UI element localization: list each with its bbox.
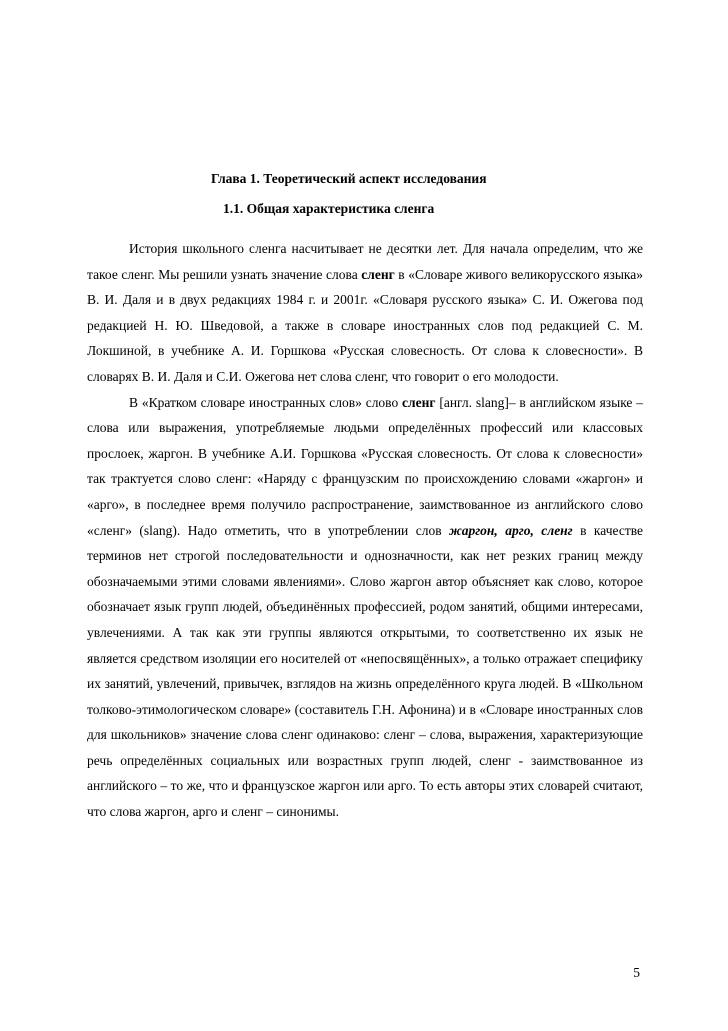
- page-number: 5: [633, 965, 640, 980]
- paragraph-1: [87, 236, 643, 390]
- paragraph-1-text-b: в «Словаре живого великорусского языка» В. И. Даля и в двух редакциях 1984 г. и 2001г. «Словаря русского языка» С. И. Ожегова под редакцией Н. Ю. Шведовой, а также в словаре иностранных слов под редакцией С. М. Локшиной, в учебнике А. И. Горшкова «Русская словесность. От слова к словесности». В словарях В. И. Даля и С.И. Ожегова нет слова сленг, что говорит о его молодости.: [87, 266, 643, 384]
- paragraph-2: [87, 390, 643, 825]
- paragraph-2-text-b: [англ. slang]– в английском языке – слова или выражения, употребляемые людьми определённых профессий или классовых прослоек, жаргон. В учебнике А.И. Горшкова «Русская словесность. От слова к словесности» так трактуется слово сленг: «Наряду с французским по происхождению словами «жаргон» и «арго», в последнее время получило распространение, заимствованное из английского слово «сленг» (slang). Надо отметить, что в употреблении слов: [87, 394, 643, 538]
- chapter-heading: Глава 1. Теоретический аспект исследования: [211, 171, 487, 186]
- paragraph-1-text-a: История школьного сленга насчитывает не десятки лет. Для начала определим, что же такое сленг. Мы решили узнать значение слова: [87, 241, 643, 282]
- paragraph-2-text-c: в качестве терминов нет строгой последовательности и однозначности, как нет резких границ между обозначаемыми этими словами явлениями». Слово жаргон автор объясняет как слово, которое обозначает язык групп людей, объединённых профессией, родом занятий, общими интересами, увлечениями. А так как эти группы являются открытыми, то соответственно их язык не является средством изоляции его носителей от «непосвящённых», а только отражает специфику их занятий, увлечений, привычек, взглядов на жизнь определённого круга людей. В «Школьном толково-этимологическом словаре» (составитель Г.Н. Афонина) и в «Словаре иностранных слов для школьников» значение слова сленг одинаково: сленг – слова, выражения, характеризующие речь определённых социальных или возрастных групп людей, сленг - заимствованное из английского – то же, что и французское жаргон или арго. То есть авторы этих словарей считают, что слова жаргон, арго и сленг – синонимы.: [87, 522, 644, 820]
- terms-bold-italic: жаргон, арго, сленг: [449, 522, 573, 538]
- body-text: [87, 236, 643, 825]
- paragraph-2-text-a: В «Кратком словаре иностранных слов» слово: [129, 394, 403, 410]
- term-bold-slang: сленг: [361, 266, 395, 282]
- section-heading: 1.1. Общая характеристика сленга: [223, 201, 435, 216]
- term-bold-slang-2: сленг: [402, 394, 436, 410]
